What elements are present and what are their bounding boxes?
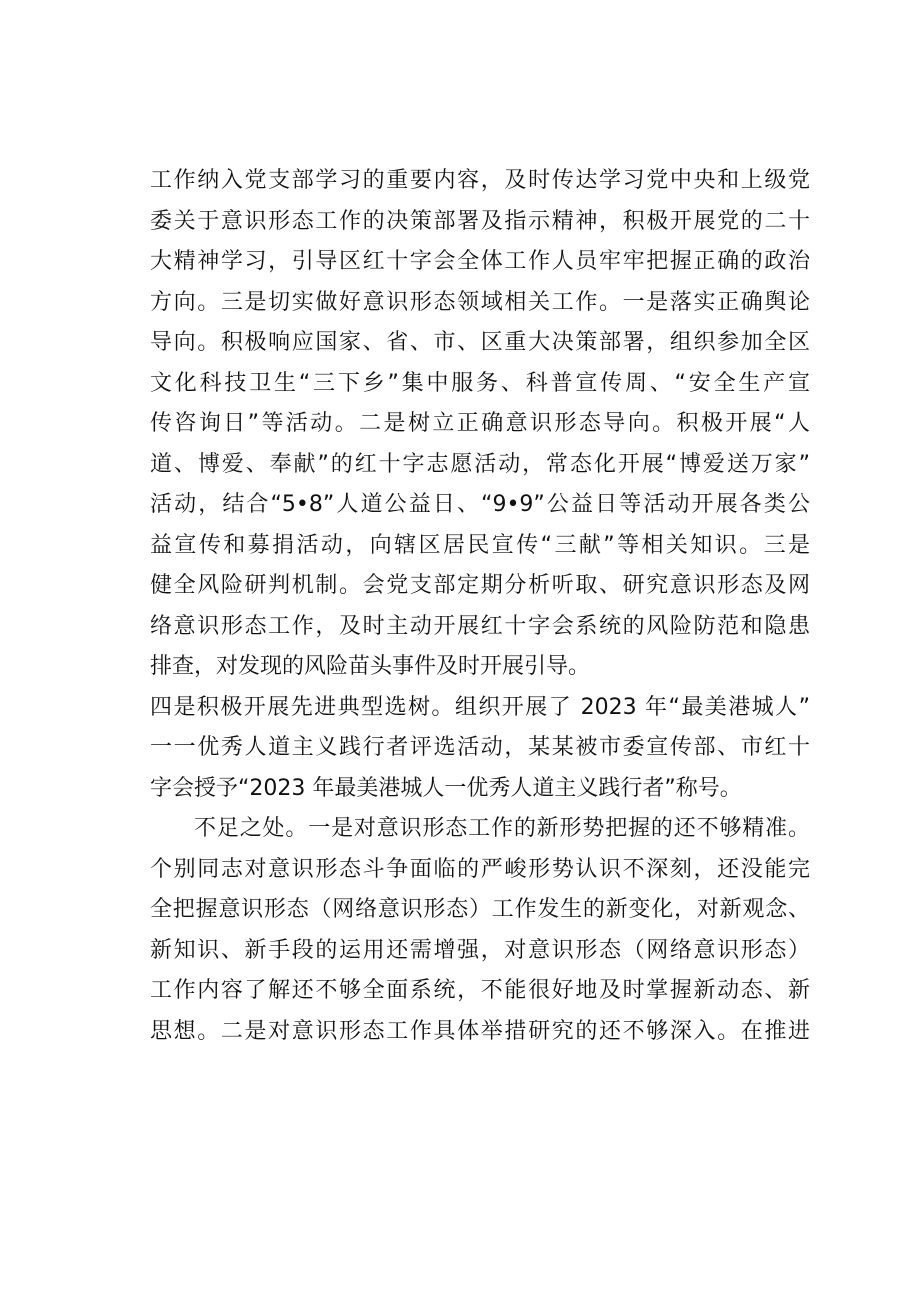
text-line: 四是积极开展先进典型选树。组织开展了 2023 年“最美港城人” (150, 694, 810, 720)
text-line: 大精神学习，引导区红十字会全体工作人员牢牢把握正确的政治 (150, 249, 810, 274)
text-line: 不足之处。一是对意识形态工作的新形势把握的还不够精准。 (194, 816, 810, 841)
text-line: 新知识、新手段的运用还需增强，对意识形态（网络意识形态） (150, 937, 810, 963)
text-line: 益宣传和募捐活动，向辖区居民宣传“三献”等相关知识。三是 (150, 532, 810, 558)
text-line: 络意识形态工作，及时主动开展红十字会系统的风险防范和隐患 (150, 613, 810, 639)
text-line: 全把握意识形态（网络意识形态）工作发生的新变化，对新观念、 (150, 897, 810, 922)
text-line: 排查，对发现的风险苗头事件及时开展引导。 (150, 654, 591, 679)
text-line: 方向。三是切实做好意识形态领域相关工作。一是落实正确舆论 (150, 289, 810, 315)
paragraph-1 (150, 161, 810, 688)
text-line: 工作纳入党支部学习的重要内容，及时传达学习党中央和上级党 (150, 168, 810, 193)
paragraph-2 (150, 688, 810, 810)
text-line: 健全风险研判机制。会党支部定期分析听取、研究意识形态及网 (150, 573, 810, 598)
text-line: 文化科技卫生“三下乡”集中服务、科普宣传周、“安全生产宣 (150, 370, 810, 396)
text-line: 思想。二是对意识形态工作具体举措研究的还不够深入。在推进 (150, 1018, 810, 1044)
text-line: 道、博爱、奉献”的红十字志愿活动，常态化开展“博爱送万家” (150, 451, 810, 477)
text-line: 字会授予“2023 年最美港城人一优秀人道主义践行者”称号。 (150, 775, 742, 801)
text-line: 个别同志对意识形态斗争面临的严峻形势认识不深刻，还没能完 (150, 856, 810, 882)
text-line: 委关于意识形态工作的决策部署及指示精神，积极开展党的二十 (150, 208, 810, 234)
paragraph-3 (150, 809, 810, 1052)
document-body (150, 161, 810, 1052)
text-line: 活动，结合“5•8”人道公益日、“9•9”公益日等活动开展各类公 (150, 492, 810, 517)
text-line: 工作内容了解还不够全面系统，不能很好地及时掌握新动态、新 (150, 978, 810, 1003)
text-line: 导向。积极响应国家、省、市、区重大决策部署，组织参加全区 (150, 330, 810, 355)
text-line: 一一优秀人道主义践行者评选活动，某某被市委宣传部、市红十 (150, 735, 810, 760)
text-line: 传咨询日”等活动。二是树立正确意识形态导向。积极开展“人 (150, 411, 810, 436)
